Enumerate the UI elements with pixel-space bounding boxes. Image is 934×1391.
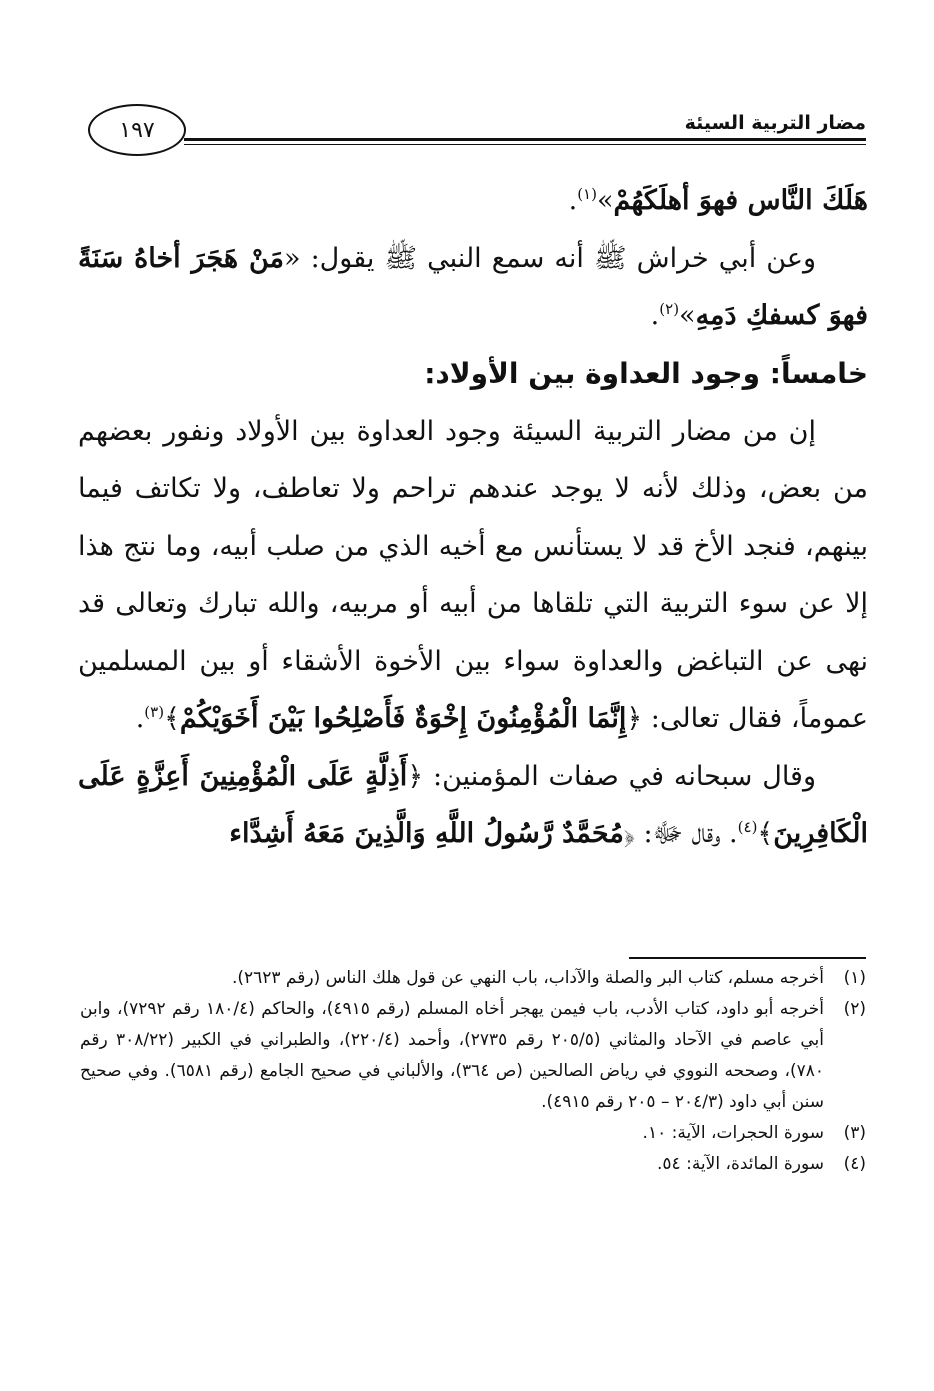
- footnote-separator: [629, 957, 866, 959]
- paragraph-4-intro: وقال سبحانه في صفات المؤمنين: ﴿: [407, 760, 816, 792]
- section-heading: خامساً: وجود العداوة بين الأولاد:: [424, 356, 868, 390]
- running-title: مضار التربية السيئة: [684, 112, 866, 134]
- footnote-text: سورة الحجرات، الآية: ١٠.: [642, 1123, 824, 1143]
- footnotes: [80, 963, 866, 1180]
- header-rule: [184, 138, 866, 141]
- footnote-item: [80, 1118, 866, 1149]
- page-number: ١٩٧: [119, 117, 155, 143]
- footnote-text: أخرجه مسلم، كتاب البر والصلة والآداب، باب النهي عن قول هلك الناس (رقم ٢٦٢٣).: [231, 968, 824, 988]
- footnote-text: أخرجه أبو داود، كتاب الأدب، باب فيمن يهجر أخاه المسلم (رقم ٤٩١٥)، والحاكم (١٨٠/٤ رقم ٧٢٩٢)، وابن أبي عاصم في الآحاد والمثاني (٢٠٥/٥ رقم ٢٧٣٥)، وأحمد (٢٢٠/٤)، والطبراني في الكبير (٣٠٨/٢٢ رقم ٧٨٠)، وصححه النووي في رياض الصالحين (ص ٣٦٤)، والألباني في صحيح الجامع (رقم ٦٥٨١). وفي صحيح سنن أبي داود (٢٠٤/٣ – ٢٠٥ رقم ٤٩١٥).: [80, 999, 824, 1112]
- quran-verse-3: مُحَمَّدٌ رَّسُولُ اللَّهِ وَالَّذِينَ مَعَهُ أَشِدَّاء: [229, 818, 624, 849]
- footnote-item: [80, 1149, 866, 1180]
- footnote-ref-4: (٤): [737, 818, 758, 836]
- hadith-text-1: هَلَكَ النَّاس فهوَ أهلَكَهُمْ: [613, 185, 868, 216]
- page-number-oval: [88, 104, 186, 156]
- footnote-number: (٤): [843, 1154, 866, 1174]
- quran-verse-1: إِنَّمَا الْمُؤْمِنُونَ إِخْوَةٌ فَأَصْلِحُوا بَيْنَ أَخَوَيْكُمْ: [179, 703, 627, 734]
- quote-close-1: »: [596, 185, 614, 216]
- quran-bracket-close-1: ﴾: [164, 703, 180, 734]
- paragraph-3-text: إن من مضار التربية السيئة وجود العداوة بين الأولاد ونفور بعضهم من بعض، وذلك لأنه لا يوجد عندهم تراحم ولا تعاطف، ولا تكاتف فيما بينهم، فنجد الأخ قد لا يستأنس مع أخيه الذي من صلب أبيه، وما نتج هذا إلا عن سوء التربية التي تلقاها من أبيه أو مربيه، والله تبارك وتعالى قد نهى عن التباغض والعداوة سواء بين الأخوة الأشقاء أو بين المسلمين عموماً، فقال تعالى: ﴿: [78, 415, 869, 734]
- page-header: [88, 98, 866, 164]
- footnote-number: (٢): [843, 999, 866, 1019]
- paragraph-3: [78, 403, 868, 748]
- main-text: [78, 172, 868, 863]
- footnote-ref-1: (١): [577, 185, 597, 203]
- footnote-ref-3: (٣): [144, 703, 165, 721]
- footnote-number: (٣): [843, 1123, 866, 1143]
- footnote-number: (١): [843, 968, 866, 988]
- paragraph-2: [78, 230, 868, 345]
- paragraph-4-mid: . وقال ﷻ: ﴿: [623, 818, 738, 849]
- period-2: .: [650, 300, 660, 331]
- quran-bracket-close-2: ﴾: [757, 818, 774, 849]
- footnote-item: [80, 963, 866, 994]
- period-1: .: [568, 185, 578, 216]
- hadith-text-2: مَنْ هَجَرَ أخاهُ سَنَةً فهوَ كسفكِ دَمِهِ: [78, 242, 868, 331]
- period-3: .: [135, 703, 145, 734]
- paragraph-1: [78, 172, 868, 230]
- quran-verse-2: أَذِلَّةٍ عَلَى الْمُؤْمِنِينَ أَعِزَّةٍ عَلَى الْكَافِرِينَ: [78, 760, 868, 849]
- footnote-text: سورة المائدة، الآية: ٥٤.: [657, 1154, 824, 1174]
- paragraph-4: [78, 748, 868, 863]
- header-rule-thin: [184, 144, 866, 145]
- footnote-ref-2: (٢): [659, 300, 680, 318]
- quote-close-2: »: [679, 300, 696, 331]
- paragraph-2-intro: وعن أبي خراش ﷺ أنه سمع النبي ﷺ يقول: «: [284, 242, 816, 274]
- footnote-item: [80, 994, 866, 1118]
